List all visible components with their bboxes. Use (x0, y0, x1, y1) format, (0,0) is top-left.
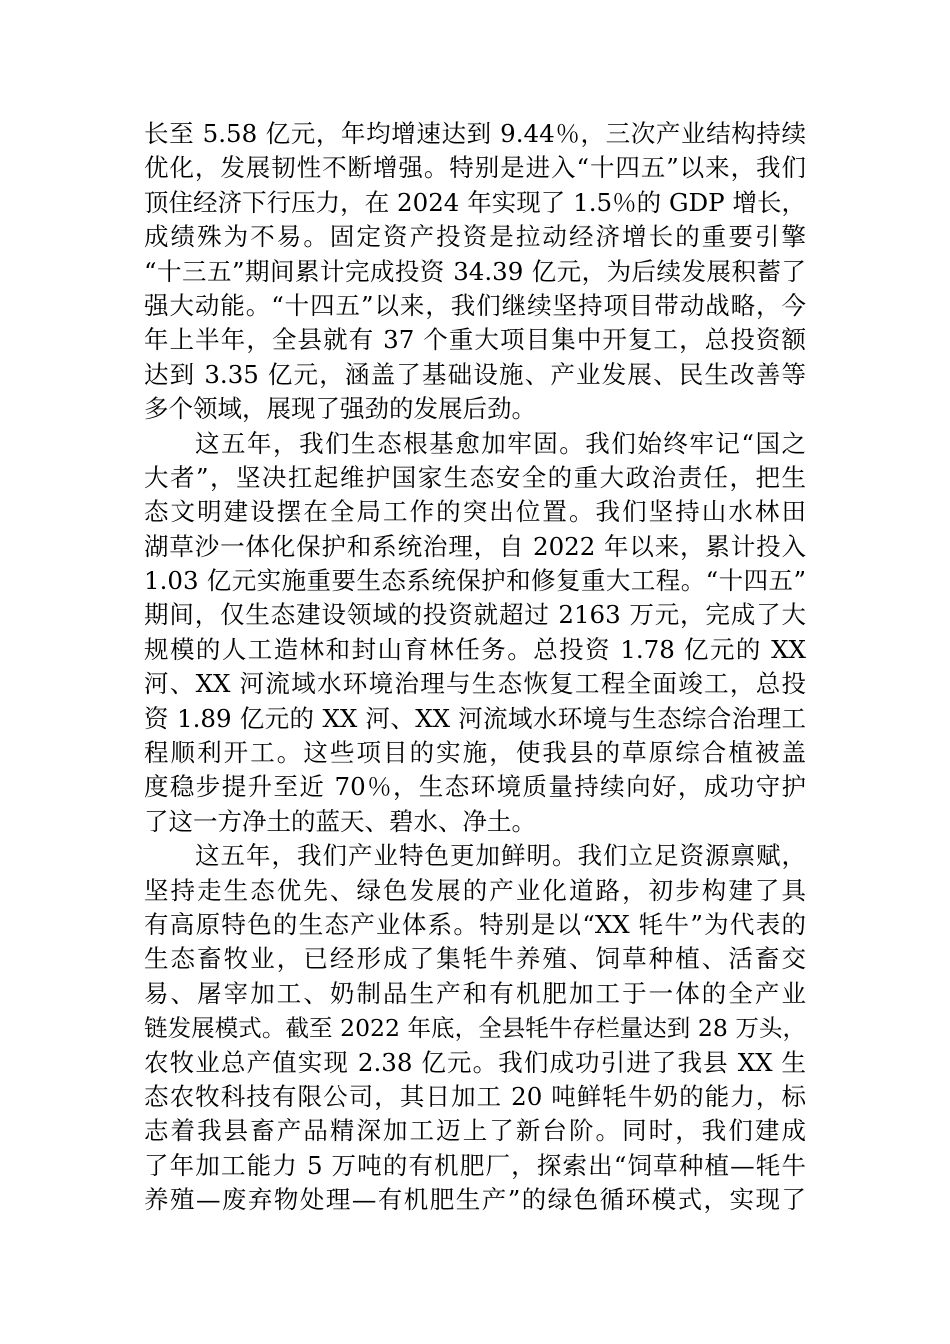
text-line: 年上半年，全县就有 37 个重大项目集中开复工，总投资额 (144, 325, 806, 355)
text-line: 生态畜牧业，已经形成了集牦牛养殖、饲草种植、活畜交 (144, 944, 806, 974)
text-line: 这五年，我们生态根基愈加牢固。我们始终牢记“国之 (195, 428, 806, 458)
text-line: 顶住经济下行压力，在 2024 年实现了 1.5％的 GDP 增长， (144, 187, 806, 217)
paragraph-3 (144, 839, 806, 1217)
paragraph-1 (144, 117, 806, 427)
text-line: “十三五”期间累计完成投资 34.39 亿元，为后续发展积蓄了 (144, 256, 806, 286)
body-text (144, 117, 806, 1218)
text-line: 成绩殊为不易。固定资产投资是拉动经济增长的重要引擎 (144, 222, 806, 252)
text-line: 程顺利开工。这些项目的实施，使我县的草原综合植被盖 (144, 738, 806, 768)
text-line: 大者”，坚决扛起维护国家生态安全的重大政治责任，把生 (144, 462, 806, 492)
text-line: 坚持走生态优先、绿色发展的产业化道路，初步构建了具 (144, 875, 806, 905)
text-line: 态文明建设摆在全局工作的突出位置。我们坚持山水林田 (144, 497, 806, 527)
text-line: 态农牧科技有限公司，其日加工 20 吨鲜牦牛奶的能力，标 (144, 1081, 806, 1111)
text-line: 期间，仅生态建设领域的投资就超过 2163 万元，完成了大 (144, 600, 806, 630)
text-line: 农牧业总产值实现 2.38 亿元。我们成功引进了我县 XX 生 (144, 1047, 806, 1077)
text-line: 养殖—废弃物处理—有机肥生产”的绿色循环模式，实现了 (144, 1185, 806, 1215)
text-line: 志着我县畜产品精深加工迈上了新台阶。同时，我们建成 (144, 1116, 806, 1146)
text-line: 1.03 亿元实施重要生态系统保护和修复重大工程。“十四五” (144, 566, 806, 596)
text-line: 长至 5.58 亿元，年均增速达到 9.44％，三次产业结构持续 (144, 119, 806, 148)
paragraph-2 (144, 427, 806, 840)
text-line: 达到 3.35 亿元，涵盖了基础设施、产业发展、民生改善等 (144, 359, 806, 389)
text-line: 度稳步提升至近 70％，生态环境质量持续向好，成功守护 (144, 772, 806, 802)
text-line: 了年加工能力 5 万吨的有机肥厂，探索出“饲草种植—牦牛 (144, 1150, 806, 1180)
text-line: 有高原特色的生态产业体系。特别是以“XX 牦牛”为代表的 (144, 909, 806, 939)
text-line: 这五年，我们产业特色更加鲜明。我们立足资源禀赋， (195, 841, 806, 871)
text-line: 优化，发展韧性不断增强。特别是进入“十四五”以来，我们 (144, 153, 806, 183)
text-line: 强大动能。“十四五”以来，我们继续坚持项目带动战略，今 (144, 290, 806, 320)
text-line: 链发展模式。截至 2022 年底，全县牦牛存栏量达到 28 万头， (144, 1014, 806, 1043)
text-line: 规模的人工造林和封山育林任务。总投资 1.78 亿元的 XX (144, 634, 806, 664)
text-line: 资 1.89 亿元的 XX 河、XX 河流域水环境与生态综合治理工 (144, 703, 806, 733)
text-line: 湖草沙一体化保护和系统治理，自 2022 年以来，累计投入 (144, 531, 806, 561)
text-line: 了这一方净土的蓝天、碧水、净土。 (144, 806, 536, 836)
text-line: 多个领域，展现了强劲的发展后劲。 (144, 394, 536, 424)
text-line: 易、屠宰加工、奶制品生产和有机肥加工于一体的全产业 (144, 978, 806, 1008)
text-line: 河、XX 河流域水环境治理与生态恢复工程全面竣工，总投 (144, 669, 806, 699)
